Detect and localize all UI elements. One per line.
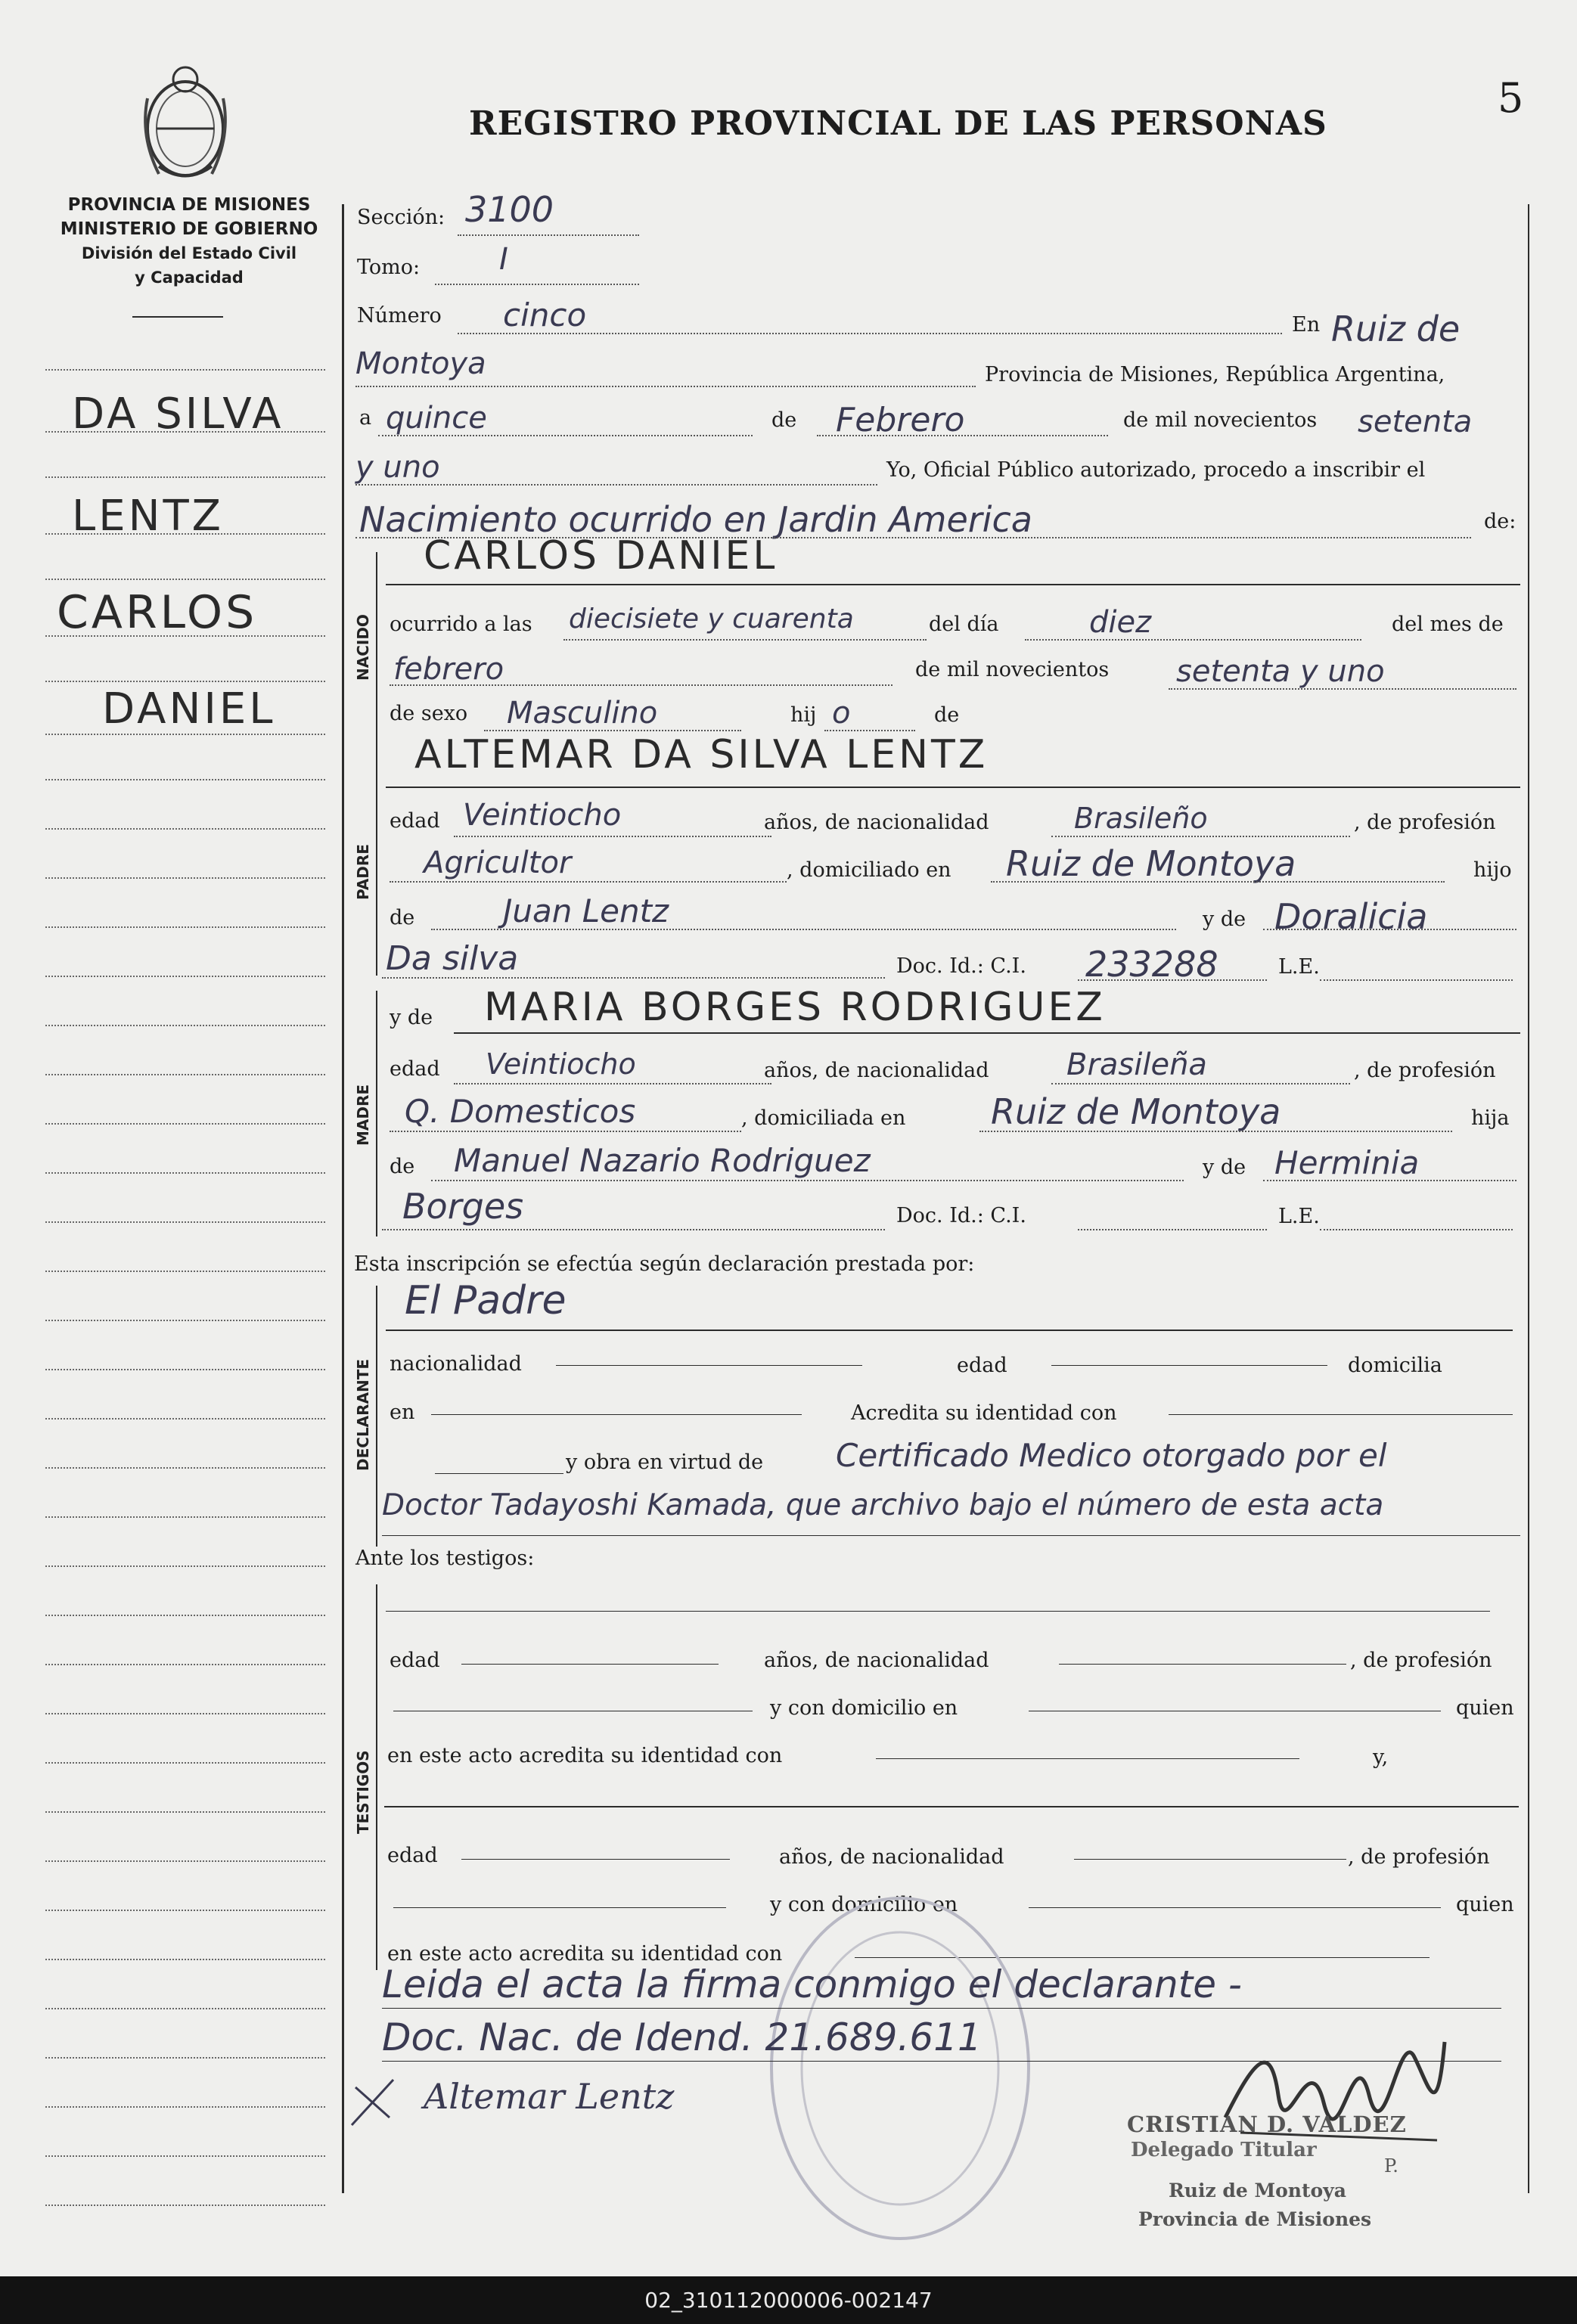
- label-de-nacido: de: [934, 703, 960, 727]
- value-doc-nac: Doc. Nac. de Idend. 21.689.611: [382, 2015, 982, 2059]
- label-hija: hija: [1471, 1106, 1510, 1130]
- label-de-colon: de:: [1484, 510, 1516, 533]
- value-nac-madre: Brasileña: [1066, 1047, 1207, 1082]
- label-provincia: Provincia de Misiones, República Argentina,: [985, 363, 1445, 386]
- value-anio-cont: y uno: [355, 450, 440, 485]
- label-edad-padre: edad: [390, 809, 440, 833]
- value-mes: Febrero: [836, 401, 965, 439]
- label-esta-inscripcion: Esta inscripción se efectúa según declaración prestada por:: [354, 1252, 975, 1276]
- label-de-mes: de: [771, 408, 797, 432]
- value-mes-nac: febrero: [393, 652, 504, 687]
- value-en: Ruiz de: [1331, 309, 1461, 349]
- label-doc-padre: Doc. Id.: C.I.: [896, 954, 1026, 978]
- value-madre: MARIA BORGES RODRIGUEZ: [484, 985, 1106, 1030]
- label-ocurrido: ocurrido a las: [390, 613, 532, 636]
- value-hora: diecisiete y cuarenta: [569, 603, 854, 635]
- section-nacido-label: NACIDO: [354, 614, 372, 681]
- label-de-abuela: de: [390, 1155, 415, 1178]
- label-doc-madre: Doc. Id.: C.I.: [896, 1204, 1026, 1227]
- value-madre-madre: Herminia: [1274, 1144, 1420, 1181]
- form-left-border: [342, 204, 344, 2193]
- label-tomo: Tomo:: [357, 256, 421, 279]
- label-del-dia: del día: [929, 613, 999, 636]
- value-dia: quince: [386, 401, 487, 436]
- label-edad-decl: edad: [957, 1354, 1007, 1377]
- section-declarante-label: DECLARANTE: [354, 1358, 372, 1471]
- margin-surname-1: DA SILVA: [72, 389, 284, 439]
- value-numero: cinco: [503, 296, 587, 334]
- cross-mark-icon: [344, 2072, 405, 2133]
- value-nac-padre: Brasileño: [1074, 802, 1208, 835]
- value-nombre: CARLOS DANIEL: [424, 533, 778, 579]
- label-testigo1-edad: edad: [390, 1649, 440, 1672]
- label-testigo2-edad: edad: [387, 1844, 438, 1867]
- agency-underline: [132, 316, 223, 318]
- label-testigo1-quien: quien: [1456, 1696, 1514, 1720]
- label-testigo2-quien: quien: [1456, 1893, 1514, 1916]
- label-nac-madre: años, de nacionalidad: [764, 1059, 989, 1082]
- label-seccion: Sección:: [357, 206, 445, 229]
- label-mil-novecientos-2: de mil novecientos: [915, 658, 1110, 681]
- official-initial: P.: [1384, 2155, 1399, 2177]
- value-padre-madre-2: Da silva: [386, 939, 519, 978]
- value-obra-2: Doctor Tadayoshi Kamada, que archivo bajo el número de esta acta: [382, 1488, 1384, 1522]
- label-oficial: Yo, Oficial Público autorizado, procedo a inscribir el: [886, 458, 1426, 482]
- label-testigo1-acto: en este acto acredita su identidad con: [387, 1744, 783, 1767]
- value-hij: o: [832, 696, 851, 731]
- label-le-madre: L.E.: [1278, 1205, 1320, 1228]
- page-number: 5: [1498, 74, 1524, 122]
- value-anio-nac: setenta y uno: [1176, 654, 1385, 689]
- label-hij: hij: [790, 703, 817, 727]
- label-nacionalidad-decl: nacionalidad: [390, 1352, 522, 1376]
- label-numero: Número: [357, 304, 442, 327]
- footer-id: 02_310112000006-002147: [0, 2276, 1577, 2324]
- value-lugar: Montoya: [355, 346, 486, 381]
- label-mil-novecientos: de mil novecientos: [1123, 408, 1318, 432]
- value-leida: Leida el acta la firma conmigo el declarante -: [382, 1963, 1242, 2006]
- label-domiciliada: , domiciliada en: [741, 1106, 906, 1130]
- label-testigo2-acto: en este acto acredita su identidad con: [387, 1942, 783, 1966]
- value-dom-madre: Ruiz de Montoya: [991, 1091, 1281, 1132]
- value-dia-nac: diez: [1089, 605, 1152, 640]
- section-testigos-label: TESTIGOS: [354, 1750, 372, 1834]
- value-padre-padre: Juan Lentz: [503, 892, 669, 929]
- margin-surname-2: LENTZ: [72, 492, 225, 541]
- value-madre-madre-2: Borges: [402, 1186, 524, 1227]
- label-edad-madre: edad: [390, 1057, 440, 1081]
- label-sexo: de sexo: [390, 702, 468, 725]
- value-declarante: El Padre: [405, 1278, 567, 1323]
- value-obra-1: Certificado Medico otorgado por el: [836, 1437, 1387, 1474]
- label-obra: y obra en virtud de: [566, 1451, 764, 1474]
- label-y-de-padre: y de: [1203, 908, 1246, 931]
- official-name: CRISTIAN D. VALDEZ: [1127, 2111, 1407, 2137]
- coat-of-arms-icon: [136, 53, 234, 189]
- value-ci-padre: 233288: [1085, 944, 1218, 985]
- label-domiciliado: , domiciliado en: [787, 858, 951, 882]
- label-y-de-madre: y de: [390, 1006, 433, 1029]
- section-madre-label: MADRE: [354, 1084, 372, 1146]
- value-padre-madre: Doralicia: [1274, 896, 1428, 937]
- margin-given-name-2: DANIEL: [102, 684, 276, 734]
- value-prof-madre: Q. Domesticos: [405, 1093, 636, 1130]
- section-padre-label: PADRE: [354, 844, 372, 900]
- label-acredita: Acredita su identidad con: [851, 1401, 1117, 1425]
- label-en: En: [1292, 313, 1321, 337]
- margin-given-name-1: CARLOS: [57, 586, 258, 639]
- label-hijo: hijo: [1473, 858, 1512, 882]
- value-seccion: 3100: [465, 189, 554, 230]
- label-testigo1-dom: y con domicilio en: [770, 1696, 958, 1720]
- label-prof-padre: , de profesión: [1354, 811, 1496, 834]
- official-place-1: Ruiz de Montoya: [1169, 2180, 1346, 2201]
- label-a: a: [359, 406, 372, 430]
- value-anio: setenta: [1358, 405, 1473, 439]
- label-en-decl: en: [390, 1401, 415, 1424]
- value-dom-padre: Ruiz de Montoya: [1006, 843, 1296, 884]
- label-ante-testigos: Ante los testigos:: [355, 1547, 535, 1570]
- agency-line-1: PROVINCIA DE MISIONES: [67, 195, 311, 215]
- agency-line-4: y Capacidad: [135, 268, 244, 287]
- label-y-de-madre-2: y de: [1203, 1156, 1246, 1179]
- label-domicilia: domicilia: [1348, 1354, 1442, 1377]
- value-prof-padre: Agricultor: [424, 846, 572, 880]
- label-de-abuelo: de: [390, 906, 415, 929]
- label-le-padre: L.E.: [1278, 955, 1320, 979]
- agency-block: [42, 193, 337, 290]
- value-edad-madre: Veintiocho: [486, 1047, 636, 1081]
- official-role: Delegado Titular: [1131, 2139, 1317, 2161]
- label-testigo2-dom: y con domicilio en: [770, 1893, 958, 1916]
- value-acto: Nacimiento ocurrido en Jardin America: [359, 499, 1032, 540]
- form-right-border: [1528, 204, 1529, 2193]
- label-nac-padre: años, de nacionalidad: [764, 811, 989, 834]
- label-testigo1-nac: años, de nacionalidad: [764, 1649, 989, 1672]
- value-edad-padre: Veintiocho: [463, 798, 622, 833]
- page-title: REGISTRO PROVINCIAL DE LAS PERSONAS: [469, 104, 1327, 143]
- label-prof-madre: , de profesión: [1354, 1059, 1496, 1082]
- agency-line-2: MINISTERIO DE GOBIERNO: [60, 219, 318, 239]
- label-testigo1-prof: , de profesión: [1350, 1649, 1492, 1672]
- label-testigo1-y: y,: [1373, 1745, 1389, 1769]
- value-madre-padre: Manuel Nazario Rodriguez: [454, 1142, 871, 1179]
- label-testigo2-prof: , de profesión: [1348, 1845, 1490, 1869]
- agency-line-3: División del Estado Civil: [81, 244, 297, 262]
- value-sexo: Masculino: [507, 696, 658, 731]
- official-stamp-icon: [764, 1891, 1036, 2246]
- official-place-2: Provincia de Misiones: [1138, 2208, 1372, 2230]
- value-padre: ALTEMAR DA SILVA LENTZ: [414, 732, 989, 777]
- value-tomo: I: [499, 242, 508, 277]
- label-del-mes: del mes de: [1392, 613, 1504, 636]
- label-testigo2-nac: años, de nacionalidad: [779, 1845, 1004, 1869]
- declarant-signature: Altemar Lentz: [424, 2076, 675, 2117]
